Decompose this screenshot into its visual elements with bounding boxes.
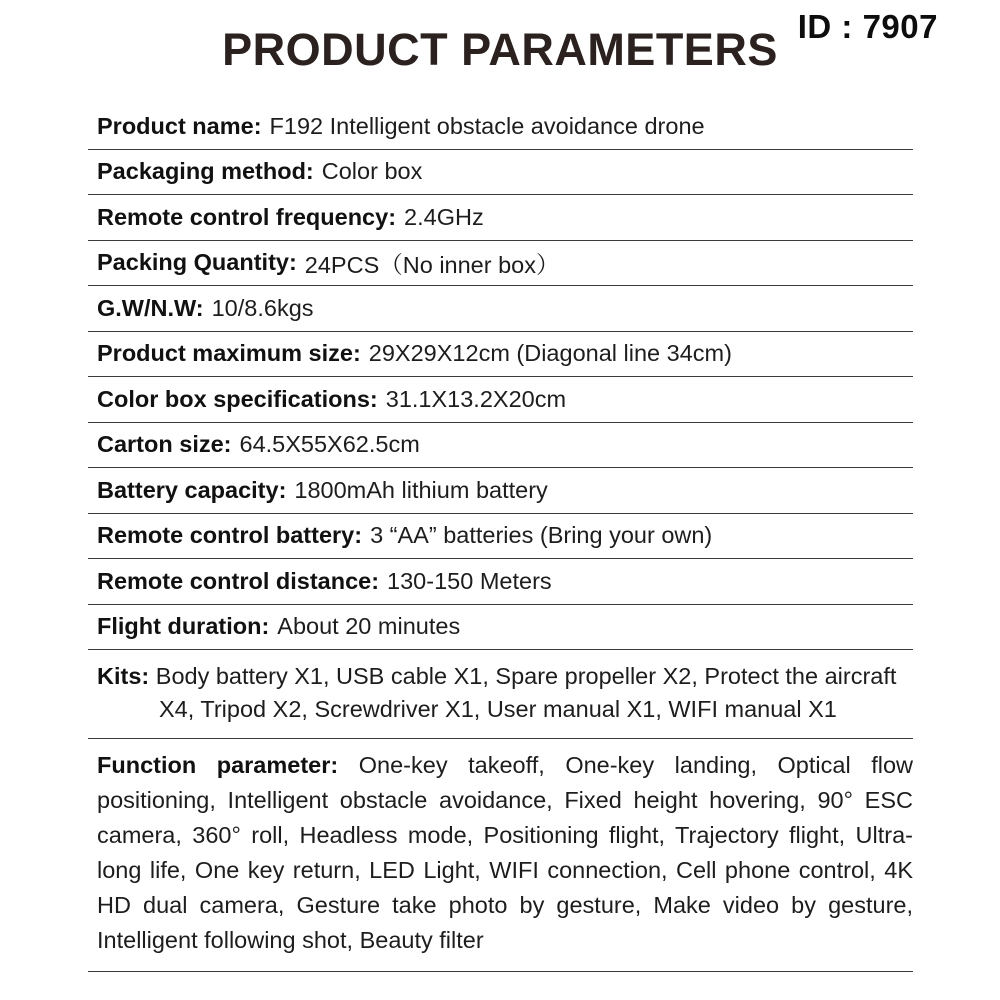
spec-value: 130-150 Meters [387, 567, 552, 594]
spec-label: Kits: [97, 663, 150, 689]
spec-value: 3 “AA” batteries (Bring your own) [370, 522, 713, 549]
spec-value: 2.4GHz [404, 203, 484, 230]
spec-label: Flight duration: [97, 613, 270, 640]
spec-value: 31.1X13.2X20cm [385, 385, 567, 412]
spec-value: 10/8.6kgs [211, 294, 314, 321]
spec-value: 1800mAh lithium battery [294, 476, 548, 503]
spec-label: Remote control distance: [97, 567, 380, 594]
spec-row-remote-frequency [88, 195, 913, 241]
spec-value: 29X29X12cm (Diagonal line 34cm) [368, 340, 732, 367]
spec-row-kits [88, 650, 913, 739]
spec-row-packing-quantity [88, 241, 913, 287]
spec-value: F192 Intelligent obstacle avoidance drone [269, 112, 705, 139]
spec-value: 24PCS（No inner box） [304, 251, 560, 278]
spec-table [88, 104, 913, 972]
spec-label: Product maximum size: [97, 340, 361, 367]
spec-label: Battery capacity: [97, 476, 287, 503]
spec-label: Packaging method: [97, 158, 314, 185]
spec-row-carton-size [88, 423, 913, 469]
spec-row-packaging-method [88, 150, 913, 196]
spec-row-product-name [88, 104, 913, 150]
spec-value: About 20 minutes [277, 613, 461, 640]
spec-value: 64.5X55X62.5cm [239, 431, 420, 458]
spec-row-remote-battery [88, 514, 913, 560]
spec-row-battery-capacity [88, 468, 913, 514]
spec-value: One-key takeoff, One-key landing, Optical flow positioning, Intelligent obstacle avoidance, Fixed height hovering, 90° ESC camera, 360° roll, Headless mode, Positioning flight, Trajectory flight, Ultra-long life, One key return, LED Light, WIFI connection, Cell phone control, 4K HD dual camera, Gesture take photo by gesture, Make video by gesture, Intelligent following shot, Beauty filter [97, 752, 914, 953]
spec-row-gw-nw [88, 286, 913, 332]
spec-value: Color box [321, 158, 423, 185]
spec-label: Remote control battery: [97, 522, 363, 549]
spec-row-product-max-size [88, 332, 913, 378]
spec-label: Function parameter: [97, 752, 339, 778]
spec-row-remote-distance [88, 559, 913, 605]
spec-label: Color box specifications: [97, 385, 378, 412]
product-id: ID : 7907 [797, 8, 938, 45]
spec-label: Packing Quantity: [97, 249, 297, 276]
page-title: PRODUCT PARAMETERS [222, 24, 778, 75]
spec-row-flight-duration [88, 605, 913, 651]
spec-value: Body battery X1, USB cable X1, Spare propeller X2, Protect the aircraft X4, Tripod X2, Screwdriver X1, User manual X1, WIFI manual X1 [155, 663, 897, 722]
spec-label: Remote control frequency: [97, 203, 397, 230]
spec-label: Carton size: [97, 431, 232, 458]
spec-label: G.W/N.W: [97, 294, 204, 321]
spec-row-function-parameter [88, 739, 913, 972]
spec-label: Product name: [97, 112, 262, 139]
spec-row-color-box-specs [88, 377, 913, 423]
